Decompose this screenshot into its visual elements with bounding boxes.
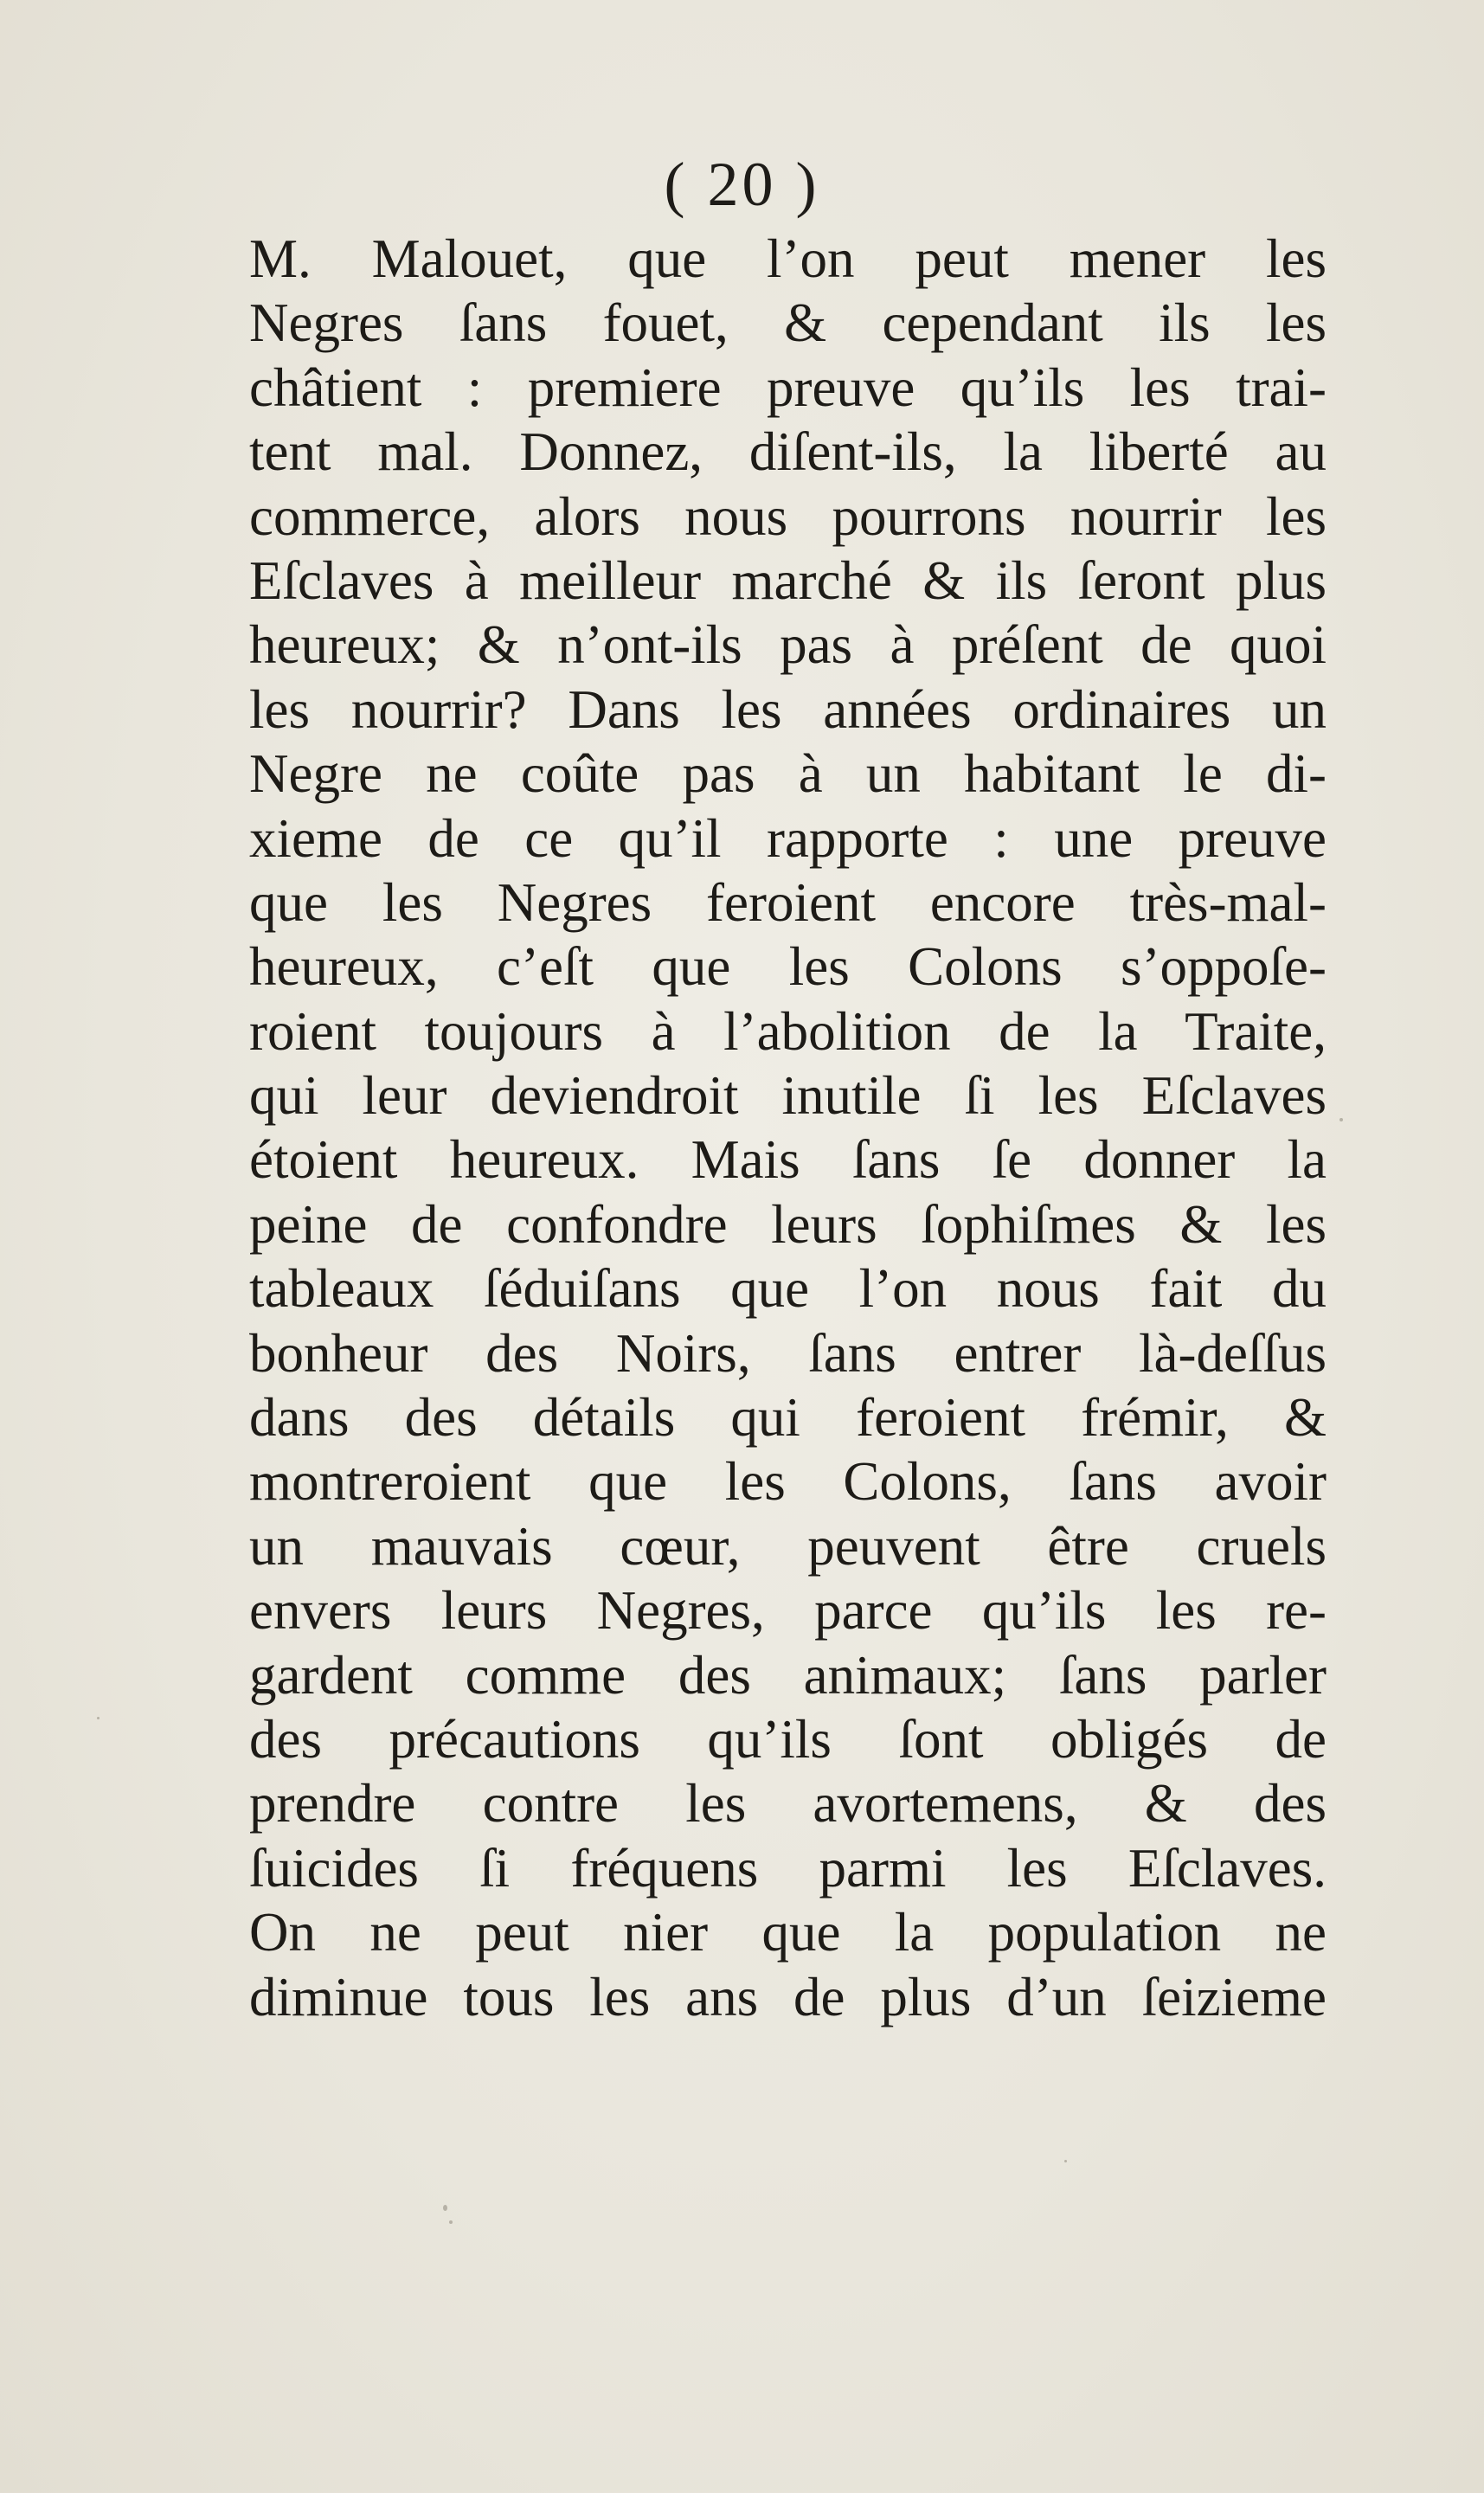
- text-line: qui leur deviendroit inutile ſi les Eſclaves: [249, 1065, 1327, 1127]
- body-text: [249, 227, 1327, 2029]
- paper-speck: [1064, 2160, 1067, 2162]
- text-line: étoient heureux. Mais ſans ſe donner la: [249, 1129, 1327, 1191]
- text-line: roient toujours à l’abolition de la Traite,: [249, 1000, 1327, 1062]
- text-line: dans des détails qui feroient frémir, &: [249, 1387, 1327, 1449]
- text-line: ſuicides ſi fréquens parmi les Eſclaves.: [249, 1837, 1327, 1899]
- text-line: tableaux ſéduiſans que l’on nous fait du: [249, 1258, 1327, 1320]
- text-line: xieme de ce qu’il rapporte : une preuve: [249, 807, 1327, 869]
- text-line: diminue tous les ans de plus d’un ſeizieme: [249, 1966, 1327, 2027]
- text-line: heureux, c’eſt que les Colons s’oppoſe-: [249, 936, 1327, 998]
- text-line: envers leurs Negres, parce qu’ils les re-: [249, 1580, 1327, 1642]
- text-line: bonheur des Noirs, ſans entrer là-deſſus: [249, 1322, 1327, 1384]
- page-number: ( 20 ): [664, 150, 820, 219]
- paper-speck: [443, 2205, 447, 2211]
- text-line: heureux; & n’ont-ils pas à préſent de quoi: [249, 614, 1327, 676]
- text-line: Negre ne coûte pas à un habitant le di-: [249, 743, 1327, 805]
- text-line: On ne peut nier que la population ne: [249, 1902, 1327, 1963]
- text-line: montreroient que les Colons, ſans avoir: [249, 1451, 1327, 1513]
- text-line: prendre contre les avortemens, & des: [249, 1773, 1327, 1834]
- paper-speck: [449, 2220, 453, 2224]
- text-line: Negres ſans fouet, & cependant ils les: [249, 292, 1327, 354]
- paper-speck: [97, 1717, 100, 1719]
- text-line: peine de confondre leurs ſophiſmes & les: [249, 1193, 1327, 1255]
- text-line: gardent comme des animaux; ſans parler: [249, 1644, 1327, 1706]
- text-line: les nourrir? Dans les années ordinaires un: [249, 678, 1327, 740]
- text-line: commerce, alors nous pourrons nourrir les: [249, 485, 1327, 547]
- text-line: tent mal. Donnez, diſent-ils, la liberté au: [249, 421, 1327, 483]
- paper-speck: [1339, 1118, 1343, 1121]
- text-line: châtient : premiere preuve qu’ils les trai-: [249, 357, 1327, 418]
- text-line: des précautions qu’ils ſont obligés de: [249, 1708, 1327, 1770]
- text-line: que les Negres feroient encore très-mal-: [249, 871, 1327, 933]
- text-line: Eſclaves à meilleur marché & ils ſeront plus: [249, 549, 1327, 611]
- text-line: un mauvais cœur, peuvent être cruels: [249, 1515, 1327, 1577]
- text-line: M. Malouet, que l’on peut mener les: [249, 228, 1327, 289]
